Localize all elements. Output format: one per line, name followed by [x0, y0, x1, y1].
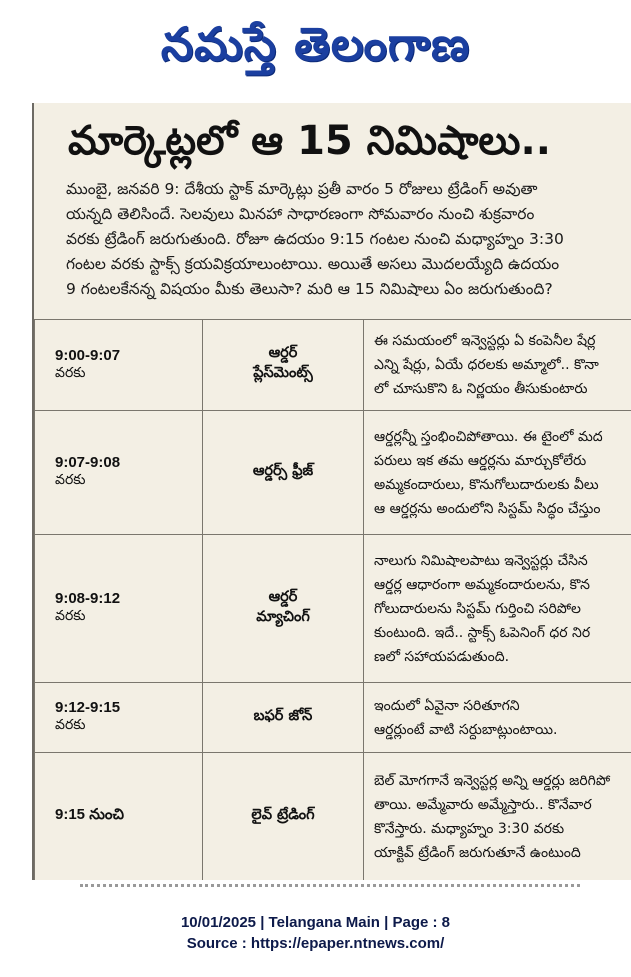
table-row	[35, 535, 631, 683]
phase-label: లైవ్ ట్రేడింగ్	[203, 753, 364, 881]
time-range: 9:12-9:15	[55, 699, 121, 716]
time-suffix: వరకు	[55, 363, 86, 380]
table-row	[35, 320, 631, 411]
time-range: 9:07-9:08	[55, 454, 121, 471]
source-link[interactable]: Source : https://epaper.ntnews.com/	[186, 935, 445, 952]
clipping-cut-edge	[80, 884, 580, 897]
phase-description: బెల్ మోగగానే ఇన్వెస్టర్ల అన్ని ఆర్డర్లు జరిగిపో తాయి. అమ్మేవారు అమ్మేస్తారు.. కొనేవార కొనేస్తారు. మధ్యాహ్నం 3:30 వరకు యాక్టివ్ ట్రేడింగ్ జరుగుతూనే ఉంటుంది	[364, 753, 631, 881]
time-cell	[35, 683, 203, 753]
phase-description: నాలుగు నిమిషాలపాటు ఇన్వెస్టర్లు చేసిన ఆర్డర్ల ఆధారంగా అమ్మకందారులను, కొన గోలుదారులను సిస్టమ్ గుర్తించి సరిపోల కుంటుంది. ఇదే.. స్టాక్స్ ఓపెనింగ్ ధర నిర ణలో సహాయపడుతుంది.	[364, 535, 631, 683]
edition-info: 10/01/2025 | Telangana Main | Page : 8	[180, 914, 451, 931]
time-suffix: వరకు	[55, 471, 86, 487]
article-intro: ముంబై, జనవరి 9: దేశీయ స్టాక్ మార్కెట్లు ప్రతీ వారం 5 రోజులు ట్రేడింగ్ అవుతా యన్నది తెలిసిందే. సెలవులు మినహా సాధారణంగా సోమవారం నుంచి శుక్రవారం వరకు ట్రేడింగ్ జరుగుతుంది. రోజూ ఉదయం 9:15 గంటల నుంచి మధ్యాహ్నం 3:30 గంటల వరకు స్టాక్స్ క్రయవిక్రయాలుంటాయి. అయితే అసలు మొదలయ్యేది ఉదయం 9 గంటలకేనన్న విషయం మీకు తెలుసా? మరి ఆ 15 నిమిషాలు ఏం జరుగుతుంది?	[66, 180, 564, 298]
phase-label: ఆర్డర్స్ ఫ్రీజ్	[203, 411, 364, 535]
schedule-table	[34, 319, 631, 880]
phase-label: బఫర్ జోన్	[203, 683, 364, 753]
article-clipping	[32, 103, 631, 880]
time-cell	[35, 535, 203, 683]
phase-description: ఈ సమయంలో ఇన్వెస్టర్లు ఏ కంపెనీల షేర్ల ఎన్ని షేర్లు, ఏయే ధరలకు అమ్మాలో.. కొనా లో చూసుకొని ఓ నిర్ణయం తీసుకుంటారు	[364, 320, 631, 411]
masthead	[0, 0, 631, 88]
time-cell	[35, 320, 203, 411]
time-range: 9:15 నుంచి	[55, 806, 125, 823]
time-range: 9:00-9:07	[55, 346, 121, 364]
time-suffix: వరకు	[55, 716, 86, 732]
phase-label: ఆర్డర్ ప్లేస్‌మెంట్స్	[203, 320, 364, 411]
time-cell	[35, 753, 203, 881]
table-row	[35, 411, 631, 535]
table-row	[35, 683, 631, 753]
time-range: 9:08-9:12	[55, 590, 121, 607]
table-row	[35, 753, 631, 881]
time-suffix: వరకు	[55, 607, 86, 623]
phase-label: ఆర్డర్ మ్యాచింగ్	[203, 535, 364, 683]
newspaper-logo: నమస్తే తెలంగాణ	[160, 17, 471, 71]
phase-description: ఇందులో ఏవైనా సరితూగని ఆర్డర్లుంటే వాటి సర్దుబాట్లుంటాయి.	[364, 683, 631, 753]
time-cell	[35, 411, 203, 535]
phase-description: ఆర్డర్లన్నీ స్తంభించిపోతాయి. ఈ టైంలో మద పరులు ఇక తమ ఆర్డర్లను మార్చుకోలేరు అమ్మకందారులు, కొనుగోలుదారులకు వీలు ఆ ఆర్డర్లను అందులోని సిస్టమ్ సిద్ధం చేస్తుం	[364, 411, 631, 535]
article-headline: మార్కెట్లలో ఆ 15 నిమిషాలు..	[68, 118, 551, 164]
page-footer	[0, 912, 631, 954]
